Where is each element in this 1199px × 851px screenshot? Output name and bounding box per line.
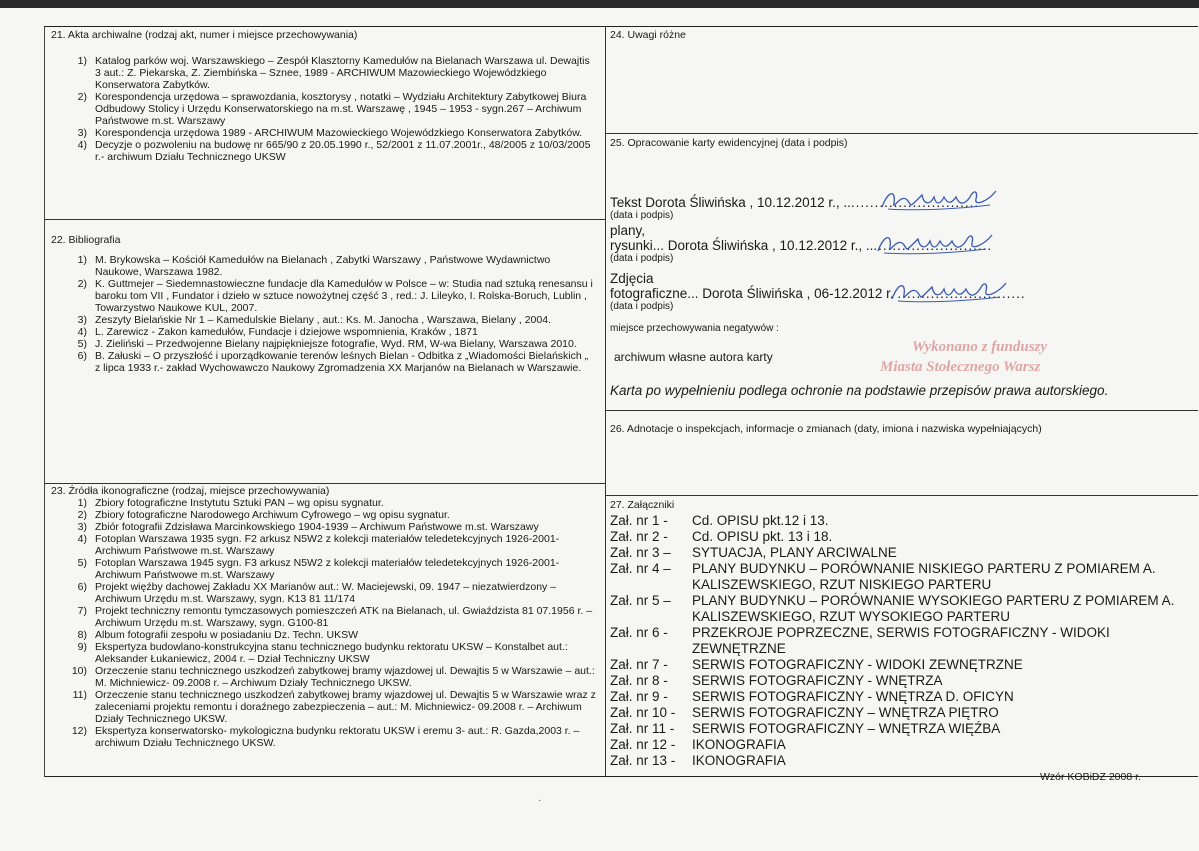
section-bibliography <box>51 234 596 374</box>
item-number: 1) <box>77 254 87 266</box>
attachment-number: Zał. nr 12 - <box>610 737 676 752</box>
item-text: K. Guttmejer – Siedemnastowieczne fundacje dla Kamedułów w Polsce – w: Studia nad sztuką renesansu i baroku tom VII , Fundator i dzieło w sztuce nowożytnej część 3 , red.: J. Lileyko, I. Rolska-Boruch, Lublin , Towarzystwo Naukowe KUL, 2007. <box>95 278 593 314</box>
item-number: 1) <box>77 55 87 67</box>
section-archival-records <box>51 29 596 163</box>
divider-25-26 <box>606 410 1198 411</box>
section-title: 24. Uwagi różne <box>610 29 686 41</box>
section-title: 23. Źródła ikonograficzne (rodzaj, miejsce przechowywania) <box>51 485 330 497</box>
attachment-title: SYTUACJA, PLANY ARCIWALNE <box>692 545 897 560</box>
item-number: 12) <box>71 725 87 737</box>
list-item <box>51 581 596 605</box>
attachment-number: Zał. nr 10 - <box>610 705 676 720</box>
section-remarks <box>610 29 1190 41</box>
section-attachments <box>610 499 1195 769</box>
list-item <box>51 641 596 665</box>
column-divider <box>605 27 606 776</box>
list-item <box>51 689 596 725</box>
attachment-number: Zał. nr 9 - <box>610 689 668 704</box>
item-text: Katalog parków woj. Warszawskiego – Zespół Klasztorny Kamedułów na Bielanach Warszawa ul. Dewajtis 3 aut.: Z. Piekarska, Z. Ziembińska – Sznee, 1989 - ARCHIWUM Mazowieckiego Wojewódzkiego Konserwatora Zabytków. <box>95 55 590 91</box>
date-signature-label: (data i podpis) <box>610 253 674 264</box>
signature-dots: ......................... <box>873 238 993 253</box>
item-text: Projekt więźby dachowej Zakładu XX Marianów aut.: W. Maciejewski, 09. 1947 – niezatwierdzony – Archiwum Urzędu m.st. Warszawy, sygn. K13 81 11/174 <box>95 581 557 605</box>
section-title: 26. Adnotacje o inspekcjach, informacje o zmianach (daty, imiona i nazwiska wypełniających) <box>610 423 1042 435</box>
attachment-title: SERWIS FOTOGRAFICZNY – WNĘTRZA PIĘTRO <box>692 705 999 720</box>
archival-list <box>51 55 596 163</box>
list-item <box>51 665 596 689</box>
attachment-item <box>610 513 1195 529</box>
item-text: Orzeczenie stanu technicznego uszkodzeń zabytkowej bramy wjazdowej ul. Dewajtis 5 w Warszawie – aut.: M. Michniewicz- 09.2008 r. – Archiwum Działy Technicznego UKSW. <box>95 665 595 689</box>
signature-dots: ........................... <box>850 195 980 210</box>
list-item <box>51 278 596 314</box>
list-item <box>51 338 596 350</box>
attachment-number: Zał. nr 3 – <box>610 545 671 560</box>
attachment-title: SERWIS FOTOGRAFICZNY – WNĘTRZA WIĘŹBA <box>692 721 1001 736</box>
item-text: Orzeczenie stanu technicznego uszkodzeń zabytkowej bramy wjazdowej ul. Dewajtis 5 w Warszawie wraz z zaleceniami projektu remontu i doraźnego zabezpieczenia – aut.: M. Michniewicz- 09.2008 r. – Archiwum Działy Technicznego UKSW. <box>95 689 596 725</box>
section-title: 21. Akta archiwalne (rodzaj akt, numer i miejsce przechowywania) <box>51 29 358 41</box>
item-number: 5) <box>77 557 87 569</box>
signature-3 <box>888 277 1012 307</box>
item-text: Korespondencja urzędowa – sprawozdania, kosztorysy , notatki – Wydziału Architektury Zabytkowej Biura Odbudowy Stolicy i Urzędu Konserwatorskiego na m.st. Warszawę , 1945 – 1953 - sygn.267 – Archiwum Państwowe m.st. Warszawy <box>95 91 587 127</box>
date-signature-label: (data i podpis) <box>610 210 674 221</box>
attachment-item <box>610 657 1195 673</box>
plans-label: plany, <box>610 223 646 238</box>
list-item <box>51 326 596 338</box>
list-item <box>51 91 596 127</box>
copyright-notice: Karta po wypełnieniu podlega ochronie na podstawie przepisów prawa autorskiego. <box>610 383 1109 398</box>
item-text: B. Załuski – O przyszłość i uporządkowanie terenów leśnych Bielan - Odbitka z „Wiadomości Bielańskich „ z lipca 1933 r.- zakład Wychowawczo Naukowy Zgromadzenia XX Marjanów na Bielanach w Warszawie. <box>95 350 589 374</box>
list-item <box>51 254 596 278</box>
attachment-title: SERWIS FOTOGRAFICZNY - WNĘTRZA D. OFICYN <box>692 689 1014 704</box>
record-card <box>44 26 1198 777</box>
item-text: Zbiory fotograficzne Instytutu Sztuki PAN – wg opisu sygnatur. <box>95 497 384 509</box>
item-text: Ekspertyza konserwatorsko- mykologiczna budynku rektoratu UKSW i eremu 3- aut.: R. Gazda,2003 r. – archiwum Działu Technicznego UKSW. <box>95 725 580 749</box>
attachment-title: SERWIS FOTOGRAFICZNY - WIDOKI ZEWNĘTRZNE <box>692 657 1023 672</box>
attachment-title: PLANY BUDYNKU – PORÓWNANIE WYSOKIEGO PARTERU Z POMIAREM A. KALISZEWSKIEGO, RZUT WYSOKIEGO PARTERU <box>692 593 1175 624</box>
attachment-item <box>610 529 1195 545</box>
item-text: Korespondencja urzędowa 1989 - ARCHIWUM Mazowieckiego Wojewódzkiego Konserwatora Zabytków. <box>95 127 583 139</box>
item-text: L. Zarewicz - Zakon kamedułów, Fundacje i dziejowe wspomnienia, Kraków , 1871 <box>95 326 478 338</box>
section-inspection-notes <box>610 423 1190 435</box>
item-number: 3) <box>77 127 87 139</box>
attachment-item <box>610 561 1195 593</box>
item-text: Ekspertyza budowlano-konstrukcyjna stanu technicznego budynku rektoratu UKSW – Konstalbet aut.: Aleksander Łukaniewicz, 2004 r. – Dział Techniczny UKSW <box>95 641 568 665</box>
list-item <box>51 605 596 629</box>
attachment-number: Zał. nr 8 - <box>610 673 668 688</box>
list-item <box>51 629 596 641</box>
attachment-number: Zał. nr 13 - <box>610 753 676 768</box>
attachment-number: Zał. nr 1 - <box>610 513 668 528</box>
section-iconographic-sources <box>51 485 596 749</box>
item-text: Fotoplan Warszawa 1935 sygn. F2 arkusz N5W2 z kolekcji materiałów teledetekcyjnych 1926-2001- Archiwum Państwowe m.st. Warszawy <box>95 533 560 557</box>
date-signature-label: (data i podpis) <box>610 301 674 312</box>
negatives-location-label: miejsce przechowywania negatywów : <box>610 323 779 334</box>
item-number: 11) <box>72 689 87 701</box>
plans-author: rysunki... Dorota Śliwińska , 10.12.2012 r., .. <box>610 238 874 253</box>
item-number: 2) <box>77 91 87 103</box>
attachment-title: Cd. OPISU pkt. 13 i 18. <box>692 529 833 544</box>
list-item <box>51 557 596 581</box>
attachment-item <box>610 753 1195 769</box>
item-text: Zeszyty Bielańskie Nr 1 – Kamedulskie Bielany , aut.: Ks. M. Janocha , Warszawa, Bielany , 2004. <box>95 314 551 326</box>
attachment-number: Zał. nr 4 – <box>610 561 671 576</box>
attachment-item <box>610 625 1195 657</box>
item-number: 10) <box>71 665 87 677</box>
negatives-location-value: archiwum własne autora karty <box>614 350 773 364</box>
list-item <box>51 521 596 533</box>
photos-label: Zdjęcia <box>610 271 654 286</box>
section-title: 22. Bibliografia <box>51 234 121 246</box>
item-text: Album fotografii zespołu w posiadaniu Dz. Techn. UKSW <box>95 629 359 641</box>
attachment-title: PRZEKROJE POPRZECZNE, SERWIS FOTOGRAFICZNY - WIDOKI ZEWNĘTRZNE <box>692 625 1110 656</box>
list-item <box>51 55 596 91</box>
attachment-item <box>610 593 1195 625</box>
item-number: 3) <box>77 314 87 326</box>
item-number: 6) <box>77 350 87 362</box>
item-number: 6) <box>77 581 87 593</box>
item-text: Projekt techniczny remontu tymczasowych pomieszczeń ATK na Bielanach, ul. Gwiaździsta 81 07.1956 r. – Archiwum Urzędu m.st. Warszawy, sygn. G100-81 <box>95 605 593 629</box>
item-text: Decyzje o pozwoleniu na budowę nr 665/90 z 20.05.1990 r., 52/2001 z 11.07.2001r., 48/2005 z 10/03/2005 r.- archiwum Działu Technicznego UKSW <box>95 139 591 163</box>
list-item <box>51 509 596 521</box>
attachment-title: PLANY BUDYNKU – PORÓWNANIE NISKIEGO PARTERU Z POMIAREM A. KALISZEWSKIEGO, RZUT NISKIEGO PARTERU <box>692 561 1156 592</box>
list-item <box>51 139 596 163</box>
item-number: 4) <box>77 326 87 338</box>
signature-2 <box>874 229 998 259</box>
photos-author: fotograficzne... Dorota Śliwińska , 06-12.2012 r. <box>610 286 898 301</box>
signature-1 <box>878 185 1002 215</box>
scan-top-edge <box>0 0 1199 8</box>
section-title: 27. Załączniki <box>610 499 675 511</box>
list-item <box>51 127 596 139</box>
stamp-line-1: Wykonano z funduszy <box>912 339 1048 355</box>
list-item <box>51 725 596 749</box>
item-text: Fotoplan Warszawa 1945 sygn. F3 arkusz N5W2 z kolekcji materiałów teledetekcyjnych 1926-2001- Archiwum Państwowe m.st. Warszawy <box>95 557 560 581</box>
divider-26-27 <box>606 495 1198 496</box>
attachment-title: SERWIS FOTOGRAFICZNY - WNĘTRZA <box>692 673 943 688</box>
attachment-item <box>610 721 1195 737</box>
list-item <box>51 497 596 509</box>
list-item <box>51 533 596 557</box>
stamp-line-2: Miasta Stołecznego Warsz <box>880 359 1041 375</box>
attachment-number: Zał. nr 11 - <box>610 721 675 736</box>
signature-dots: ........................... <box>897 286 1026 301</box>
item-number: 2) <box>77 509 87 521</box>
list-item <box>51 314 596 326</box>
attachments-list <box>610 513 1195 769</box>
attachment-number: Zał. nr 2 - <box>610 529 668 544</box>
item-number: 7) <box>77 605 87 617</box>
bibliography-list <box>51 254 596 374</box>
item-number: 4) <box>77 533 87 545</box>
item-number: 9) <box>77 641 87 653</box>
item-number: 5) <box>77 338 87 350</box>
attachment-title: IKONOGRAFIA <box>692 737 786 752</box>
item-text: Zbiór fotografii Zdzisława Marcinkowskiego 1904-1939 – Archiwum Państwowe m.st. Warszawy <box>95 521 539 533</box>
attachment-item <box>610 705 1195 721</box>
attachment-item <box>610 673 1195 689</box>
iconography-list <box>51 497 596 749</box>
section-card-preparation <box>610 137 1190 407</box>
item-text: Zbiory fotograficzne Narodowego Archiwum Cyfrowego – wg opisu sygnatur. <box>95 509 450 521</box>
divider-21-22 <box>45 219 605 220</box>
list-item <box>51 350 596 374</box>
attachment-number: Zał. nr 5 – <box>610 593 671 608</box>
divider-22-23 <box>45 483 605 484</box>
form-template-label: Wzór KOBiDZ 2008 r. <box>1040 771 1141 783</box>
attachment-item <box>610 545 1195 561</box>
item-number: 4) <box>77 139 87 151</box>
item-number: 3) <box>77 521 87 533</box>
scan-speck: · <box>538 795 542 806</box>
text-author: Tekst Dorota Śliwińska , 10.12.2012 r., .. <box>610 195 851 210</box>
attachment-item <box>610 737 1195 753</box>
item-number: 8) <box>77 629 87 641</box>
section-title: 25. Opracowanie karty ewidencyjnej (data i podpis) <box>610 137 848 149</box>
attachment-number: Zał. nr 6 - <box>610 625 668 640</box>
attachment-title: Cd. OPISU pkt.12 i 13. <box>692 513 829 528</box>
divider-24-25 <box>606 133 1198 134</box>
attachment-item <box>610 689 1195 705</box>
item-text: J. Zieliński – Przedwojenne Bielany najpiękniejsze fotografie, Wyd. RM, W-wa Bielany, Warszawa 2010. <box>95 338 577 350</box>
item-text: M. Brykowska – Kościół Kamedułów na Bielanach , Zabytki Warszawy , Państwowe Wydawnictwo Naukowe, Warszawa 1982. <box>95 254 551 278</box>
item-number: 2) <box>77 278 87 290</box>
item-number: 1) <box>77 497 87 509</box>
attachment-number: Zał. nr 7 - <box>610 657 668 672</box>
funding-stamp <box>880 337 1048 377</box>
attachment-title: IKONOGRAFIA <box>692 753 786 768</box>
